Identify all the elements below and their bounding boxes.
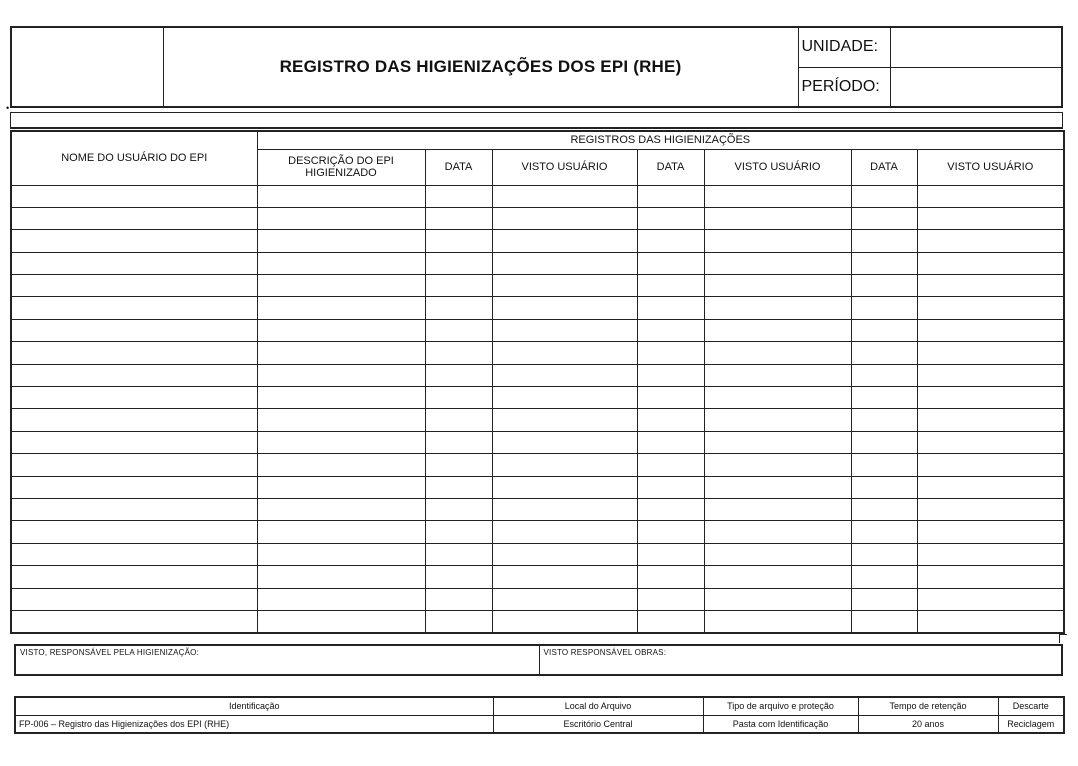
register-cell[interactable]	[425, 207, 492, 229]
register-cell[interactable]	[257, 566, 425, 588]
register-cell[interactable]	[637, 297, 704, 319]
register-cell[interactable]	[257, 275, 425, 297]
register-cell[interactable]	[917, 521, 1064, 543]
register-cell[interactable]	[637, 230, 704, 252]
register-cell[interactable]	[492, 185, 637, 207]
col-header-visto: VISTO USUÁRIO	[704, 149, 851, 185]
register-cell[interactable]	[492, 588, 637, 610]
register-cell[interactable]	[11, 275, 257, 297]
register-cell[interactable]	[425, 319, 492, 341]
register-cell[interactable]	[851, 498, 917, 520]
unidade-label: UNIDADE:	[798, 27, 890, 67]
register-cell[interactable]	[257, 476, 425, 498]
register-cell[interactable]	[425, 476, 492, 498]
footer-header-tipo: Tipo de arquivo e proteção	[703, 697, 858, 715]
register-cell[interactable]	[637, 275, 704, 297]
register-row	[11, 588, 1064, 610]
register-row	[11, 498, 1064, 520]
margin-marker: •	[6, 103, 10, 113]
register-cell[interactable]	[917, 275, 1064, 297]
footer-value-descarte: Reciclagem	[998, 715, 1064, 733]
register-cell[interactable]	[492, 252, 637, 274]
register-cell[interactable]	[492, 521, 637, 543]
register-cell[interactable]	[257, 207, 425, 229]
register-cell[interactable]	[637, 454, 704, 476]
register-cell[interactable]	[257, 319, 425, 341]
register-cell[interactable]	[851, 252, 917, 274]
register-cell[interactable]	[257, 364, 425, 386]
register-cell[interactable]	[637, 409, 704, 431]
register-cell[interactable]	[917, 230, 1064, 252]
register-cell[interactable]	[11, 230, 257, 252]
register-cell[interactable]	[917, 297, 1064, 319]
register-cell[interactable]	[492, 543, 637, 565]
register-row	[11, 252, 1064, 274]
register-cell[interactable]	[425, 297, 492, 319]
register-cell[interactable]	[492, 498, 637, 520]
register-cell[interactable]	[917, 476, 1064, 498]
register-cell[interactable]	[492, 342, 637, 364]
register-cell[interactable]	[425, 454, 492, 476]
register-cell[interactable]	[637, 498, 704, 520]
register-cell[interactable]	[11, 610, 257, 632]
register-row	[11, 543, 1064, 565]
register-cell[interactable]	[851, 409, 917, 431]
footer-header-local: Local do Arquivo	[493, 697, 703, 715]
register-cell[interactable]	[851, 521, 917, 543]
register-cell[interactable]	[492, 454, 637, 476]
register-cell[interactable]	[425, 431, 492, 453]
register-cell[interactable]	[257, 297, 425, 319]
register-cell[interactable]	[704, 588, 851, 610]
register-cell[interactable]	[637, 207, 704, 229]
register-cell[interactable]	[492, 297, 637, 319]
register-cell[interactable]	[704, 498, 851, 520]
register-cell[interactable]	[11, 454, 257, 476]
register-cell[interactable]	[11, 207, 257, 229]
register-cell[interactable]	[425, 588, 492, 610]
register-cell[interactable]	[257, 454, 425, 476]
register-cell[interactable]	[704, 207, 851, 229]
register-cell[interactable]	[425, 252, 492, 274]
register-cell[interactable]	[492, 364, 637, 386]
register-cell[interactable]	[851, 610, 917, 632]
register-cell[interactable]	[11, 498, 257, 520]
register-cell[interactable]	[257, 610, 425, 632]
periodo-label: PERÍODO:	[798, 67, 890, 107]
register-cell[interactable]	[11, 185, 257, 207]
register-cell[interactable]	[704, 387, 851, 409]
register-cell[interactable]	[11, 297, 257, 319]
register-cell[interactable]	[11, 342, 257, 364]
register-row	[11, 230, 1064, 252]
register-cell[interactable]	[425, 409, 492, 431]
register-row	[11, 521, 1064, 543]
register-cell[interactable]	[11, 387, 257, 409]
register-cell[interactable]	[917, 543, 1064, 565]
register-cell[interactable]	[704, 543, 851, 565]
group-header-registros: REGISTROS DAS HIGIENIZAÇÕES	[257, 131, 1064, 149]
col-header-descricao: DESCRIÇÃO DO EPI HIGIENIZADO	[257, 149, 425, 185]
register-cell[interactable]	[851, 275, 917, 297]
register-cell[interactable]	[704, 342, 851, 364]
register-row	[11, 566, 1064, 588]
register-cell[interactable]	[704, 319, 851, 341]
register-cell[interactable]	[704, 230, 851, 252]
register-cell[interactable]	[425, 342, 492, 364]
register-cell[interactable]	[851, 454, 917, 476]
register-cell[interactable]	[917, 185, 1064, 207]
register-cell[interactable]	[637, 252, 704, 274]
register-cell[interactable]	[704, 431, 851, 453]
register-cell[interactable]	[11, 431, 257, 453]
register-cell[interactable]	[11, 521, 257, 543]
col-header-nome: NOME DO USUÁRIO DO EPI	[11, 131, 257, 185]
register-row	[11, 364, 1064, 386]
register-cell[interactable]	[637, 364, 704, 386]
register-cell[interactable]	[704, 364, 851, 386]
signature-higienizacao[interactable]: VISTO, RESPONSÁVEL PELA HIGIENIZAÇÃO:	[15, 645, 539, 675]
register-cell[interactable]	[917, 431, 1064, 453]
register-cell[interactable]	[917, 454, 1064, 476]
register-cell[interactable]	[917, 498, 1064, 520]
register-cell[interactable]	[704, 297, 851, 319]
register-cell[interactable]	[637, 610, 704, 632]
register-cell[interactable]	[704, 252, 851, 274]
register-cell[interactable]	[425, 543, 492, 565]
register-cell[interactable]	[704, 275, 851, 297]
register-cell[interactable]	[917, 319, 1064, 341]
unidade-field[interactable]	[890, 27, 1062, 67]
register-cell[interactable]	[257, 252, 425, 274]
register-row	[11, 319, 1064, 341]
footer-value-local: Escritório Central	[493, 715, 703, 733]
register-cell[interactable]	[704, 521, 851, 543]
form-header	[10, 26, 1063, 108]
register-cell[interactable]	[257, 342, 425, 364]
register-cell[interactable]	[637, 566, 704, 588]
register-cell[interactable]	[917, 364, 1064, 386]
register-cell[interactable]	[257, 387, 425, 409]
register-cell[interactable]	[851, 476, 917, 498]
register-row	[11, 476, 1064, 498]
register-cell[interactable]	[11, 252, 257, 274]
register-row	[11, 275, 1064, 297]
register-cell[interactable]	[851, 207, 917, 229]
logo-cell	[11, 27, 163, 107]
register-cell[interactable]	[257, 431, 425, 453]
register-cell[interactable]	[704, 185, 851, 207]
register-cell[interactable]	[425, 275, 492, 297]
register-cell[interactable]	[704, 566, 851, 588]
footer-header-identificacao: Identificação	[15, 697, 493, 715]
col-header-data: DATA	[637, 149, 704, 185]
corner-mark	[1059, 634, 1067, 643]
register-cell[interactable]	[851, 387, 917, 409]
register-cell[interactable]	[425, 566, 492, 588]
register-cell[interactable]	[257, 498, 425, 520]
register-cell[interactable]	[917, 409, 1064, 431]
register-cell[interactable]	[637, 431, 704, 453]
register-cell[interactable]	[917, 387, 1064, 409]
register-cell[interactable]	[492, 610, 637, 632]
register-cell[interactable]	[851, 230, 917, 252]
form-title: REGISTRO DAS HIGIENIZAÇÕES DOS EPI (RHE)	[163, 27, 798, 107]
register-cell[interactable]	[492, 207, 637, 229]
register-cell[interactable]	[492, 319, 637, 341]
register-cell[interactable]	[637, 588, 704, 610]
register-cell[interactable]	[257, 409, 425, 431]
register-cell[interactable]	[11, 409, 257, 431]
register-cell[interactable]	[257, 230, 425, 252]
register-cell[interactable]	[257, 543, 425, 565]
register-cell[interactable]	[851, 297, 917, 319]
footer-value-identificacao: FP-006 – Registro das Higienizações dos EPI (RHE)	[15, 715, 493, 733]
register-cell[interactable]	[851, 543, 917, 565]
register-row	[11, 387, 1064, 409]
register-cell[interactable]	[851, 566, 917, 588]
register-cell[interactable]	[425, 610, 492, 632]
register-cell[interactable]	[851, 588, 917, 610]
register-cell[interactable]	[492, 566, 637, 588]
register-row	[11, 454, 1064, 476]
register-rows	[11, 185, 1064, 633]
register-cell[interactable]	[637, 476, 704, 498]
register-row	[11, 297, 1064, 319]
register-cell[interactable]	[851, 185, 917, 207]
register-cell[interactable]	[425, 498, 492, 520]
register-row	[11, 409, 1064, 431]
footer-value-tempo: 20 anos	[858, 715, 998, 733]
register-cell[interactable]	[704, 610, 851, 632]
register-cell[interactable]	[492, 387, 637, 409]
register-cell[interactable]	[917, 252, 1064, 274]
register-cell[interactable]	[637, 543, 704, 565]
document-control-table	[14, 696, 1065, 734]
col-header-visto: VISTO USUÁRIO	[492, 149, 637, 185]
register-row	[11, 342, 1064, 364]
register-row	[11, 185, 1064, 207]
register-cell[interactable]	[492, 275, 637, 297]
signature-obras[interactable]: VISTO RESPONSÁVEL OBRAS:	[539, 645, 1062, 675]
register-cell[interactable]	[851, 364, 917, 386]
register-cell[interactable]	[257, 521, 425, 543]
register-cell[interactable]	[425, 185, 492, 207]
footer-header-tempo: Tempo de retenção	[858, 697, 998, 715]
register-cell[interactable]	[637, 342, 704, 364]
register-row	[11, 431, 1064, 453]
register-cell[interactable]	[11, 543, 257, 565]
register-cell[interactable]	[11, 566, 257, 588]
register-row	[11, 207, 1064, 229]
register-cell[interactable]	[704, 409, 851, 431]
register-cell[interactable]	[637, 521, 704, 543]
footer-value-tipo: Pasta com Identificação	[703, 715, 858, 733]
col-header-data: DATA	[425, 149, 492, 185]
register-cell[interactable]	[637, 387, 704, 409]
separator-bar	[10, 112, 1063, 129]
register-cell[interactable]	[917, 610, 1064, 632]
footer-header-descarte: Descarte	[998, 697, 1064, 715]
register-cell[interactable]	[704, 476, 851, 498]
register-cell[interactable]	[917, 207, 1064, 229]
register-cell[interactable]	[917, 342, 1064, 364]
register-cell[interactable]	[257, 185, 425, 207]
register-cell[interactable]	[851, 319, 917, 341]
register-cell[interactable]	[492, 230, 637, 252]
register-cell[interactable]	[492, 409, 637, 431]
register-cell[interactable]	[637, 319, 704, 341]
register-cell[interactable]	[11, 319, 257, 341]
register-cell[interactable]	[637, 185, 704, 207]
register-cell[interactable]	[492, 476, 637, 498]
register-cell[interactable]	[11, 588, 257, 610]
register-cell[interactable]	[425, 521, 492, 543]
register-cell[interactable]	[492, 431, 637, 453]
register-cell[interactable]	[11, 476, 257, 498]
register-cell[interactable]	[851, 431, 917, 453]
col-header-data: DATA	[851, 149, 917, 185]
register-cell[interactable]	[917, 588, 1064, 610]
col-header-visto: VISTO USUÁRIO	[917, 149, 1064, 185]
signature-row	[14, 644, 1063, 676]
register-cell[interactable]	[425, 387, 492, 409]
register-row	[11, 610, 1064, 632]
register-cell[interactable]	[425, 230, 492, 252]
register-cell[interactable]	[917, 566, 1064, 588]
hygiene-register-table	[10, 130, 1065, 634]
register-cell[interactable]	[425, 364, 492, 386]
register-cell[interactable]	[704, 454, 851, 476]
register-cell[interactable]	[11, 364, 257, 386]
register-cell[interactable]	[257, 588, 425, 610]
register-cell[interactable]	[851, 342, 917, 364]
periodo-field[interactable]	[890, 67, 1062, 107]
